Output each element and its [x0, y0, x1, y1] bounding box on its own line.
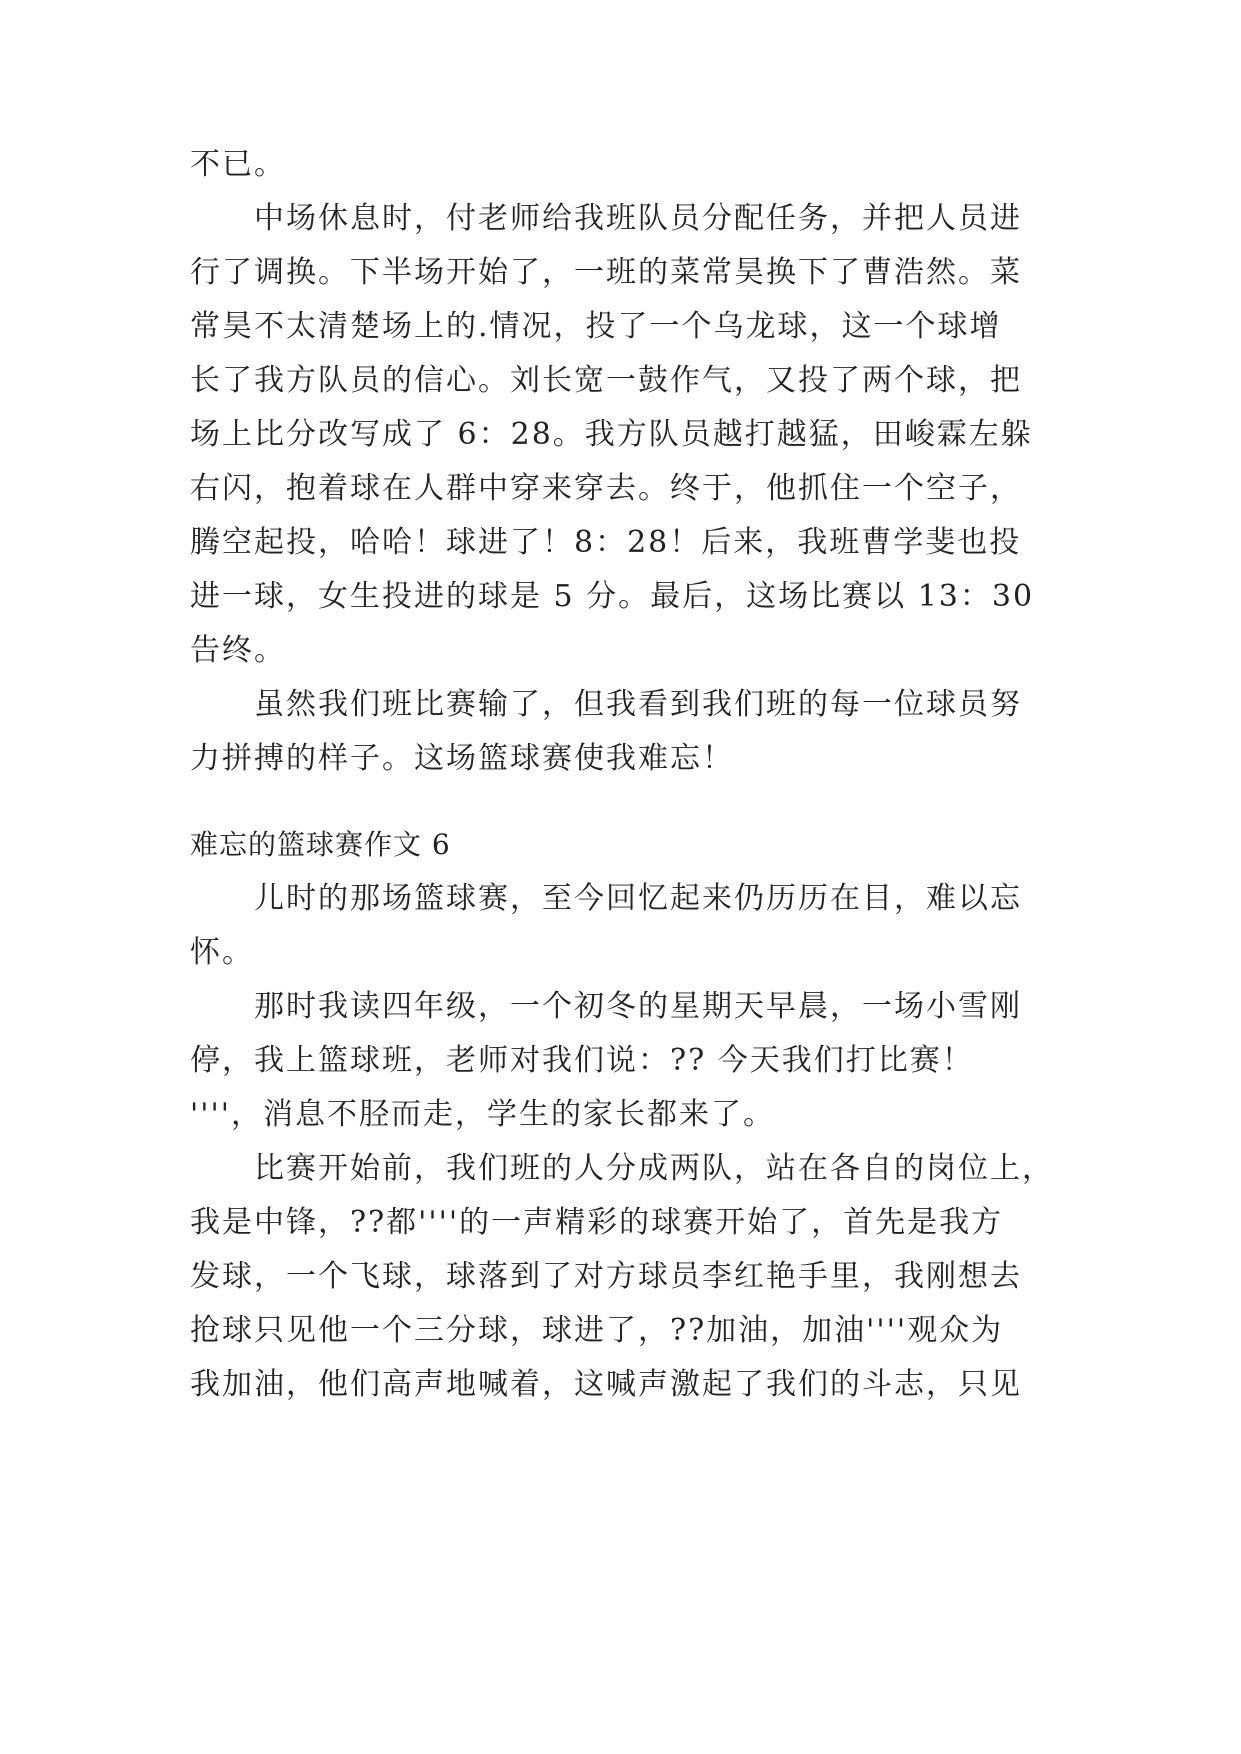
text-line: 腾空起投，哈哈！球进了！8：28！后来，我班曹学斐也投 [190, 525, 1022, 560]
text-line: 我是中锋，??都''''的一声精彩的球赛开始了，首先是我方 [190, 1205, 1004, 1240]
text-line: 行了调换。下半场开始了，一班的菜常昊换下了曹浩然。菜 [190, 255, 1022, 290]
text-line: 发球，一个飞球，球落到了对方球员李红艳手里，我刚想去 [190, 1259, 1022, 1294]
text-line: 力拼搏的样子。这场篮球赛使我难忘！ [190, 741, 734, 776]
text-line: 中场休息时，付老师给我班队员分配任务，并把人员进 [190, 201, 1022, 236]
section-heading: 难忘的篮球赛作文 6 [190, 828, 451, 861]
text-line: 右闪，抱着球在人群中穿来穿去。终于，他抓住一个空子， [190, 471, 1022, 506]
text-line: 告终。 [190, 633, 286, 668]
text-line: 进一球，女生投进的球是 5 分。最后，这场比赛以 13：30 [190, 579, 1035, 614]
text-line: 那时我读四年级，一个初冬的星期天早晨，一场小雪刚 [190, 989, 1022, 1024]
text-line: 抢球只见他一个三分球，球进了，??加油，加油''''观众为 [190, 1313, 1004, 1348]
text-line: 怀。 [190, 935, 254, 970]
text-line: 长了我方队员的信心。刘长宽一鼓作气，又投了两个球，把 [190, 363, 1022, 398]
text-line: 虽然我们班比赛输了，但我看到我们班的每一位球员努 [190, 687, 1022, 722]
text-line: ''''，消息不胫而走，学生的家长都来了。 [190, 1097, 775, 1132]
text-line: 场上比分改写成了 6：28。我方队员越打越猛，田峻霖左躲 [190, 417, 1033, 452]
text-line: 常昊不太清楚场上的.情况，投了一个乌龙球，这一个球增 [190, 309, 1002, 344]
text-line: 停，我上篮球班，老师对我们说：?? 今天我们打比赛！ [190, 1043, 974, 1078]
text-line: 儿时的那场篮球赛，至今回忆起来仍历历在目，难以忘 [190, 881, 1022, 916]
text-line: 比赛开始前，我们班的人分成两队，站在各自的岗位上， [190, 1151, 1054, 1186]
text-line: 不已。 [190, 147, 286, 182]
text-line: 我加油，他们高声地喊着，这喊声激起了我们的斗志，只见 [190, 1367, 1022, 1402]
